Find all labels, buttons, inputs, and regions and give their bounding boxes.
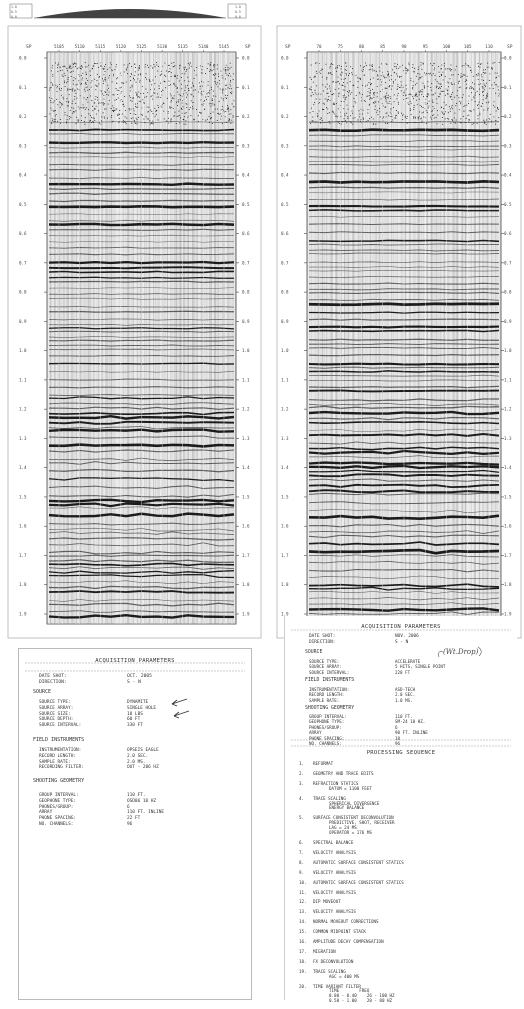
processing-step	[299, 881, 404, 886]
time-tick-label-right: 0.9	[504, 318, 512, 324]
param-value: 18	[395, 735, 401, 741]
sp-label-left: SP	[285, 45, 291, 50]
trace-label: 5125	[136, 44, 147, 49]
param-value: ACCELERATE	[395, 659, 421, 664]
processing-step-title: 16. AMPLITUDE DECAY COMPENSATION	[299, 939, 384, 945]
seismic-section-right	[263, 0, 524, 640]
sheet-left-title: ACQUISITION PARAMETERS	[95, 658, 175, 664]
time-tick-label-right: 1.2	[242, 406, 250, 412]
time-tick-label-right: 1.0	[504, 348, 512, 354]
processing-step	[299, 861, 404, 866]
processing-step-number: 5.	[299, 815, 305, 821]
processing-step-title: 15. COMMON MIDPOINT STACK	[299, 929, 366, 935]
header-scale-label-left: 0.5	[11, 10, 17, 14]
time-tick-label-left: 0.2	[19, 114, 27, 120]
time-tick-label-left: 0.9	[281, 318, 289, 324]
time-tick-label-left: 0.3	[19, 143, 27, 149]
processing-step-number: 19.	[299, 968, 307, 974]
trace-label: 5115	[95, 44, 106, 49]
processing-step-number: 14.	[299, 919, 307, 925]
trace-label: 85	[380, 44, 386, 49]
time-tick-label-right: 0.5	[504, 201, 512, 207]
processing-step	[299, 950, 404, 955]
processing-step	[299, 851, 404, 856]
sheet-right-date: DATE SHOT: NOV. 2006 DIRECTION: S - N	[309, 634, 419, 645]
trace-label: 90	[401, 44, 407, 49]
time-tick-label-left: 0.9	[19, 318, 27, 324]
sheet-left-field-heading: FIELD INSTRUMENTS	[33, 737, 85, 743]
param-value: 22 FT	[127, 816, 141, 822]
sheet-right-geometry-rows	[309, 714, 428, 746]
sp-label-right: SP	[507, 45, 513, 50]
processing-step-number: 16.	[299, 939, 307, 945]
time-tick-label-left: 0.4	[19, 172, 27, 178]
time-tick-label-right: 0.2	[242, 114, 250, 120]
param-label: PHONES/GROUP:	[309, 724, 342, 730]
time-tick-label-right: 0.1	[504, 84, 512, 90]
processing-step-number: 7.	[299, 849, 305, 855]
time-tick-label-right: 0.2	[504, 114, 512, 120]
time-tick-label-left: 1.0	[19, 348, 27, 354]
time-tick-label-right: 1.7	[504, 552, 512, 558]
time-tick-label-right: 0.7	[504, 260, 512, 266]
param-row	[309, 741, 428, 746]
processing-step-detail: PREDICTIVE, SHOT, RECEIVER	[329, 820, 395, 826]
trace-label: 5105	[53, 44, 65, 49]
param-row	[39, 822, 164, 828]
processing-step-title: 19. TRACE SCALING	[299, 968, 346, 974]
sheet-right-source-heading: SOURCE	[305, 650, 323, 655]
time-tick-label-left: 1.7	[19, 552, 27, 558]
trace-axis	[26, 44, 251, 52]
acquisition-sheet-left	[18, 648, 252, 1000]
param-label: SOURCE INTERVAL:	[39, 723, 82, 729]
param-label: SOURCE ARRAY:	[309, 664, 342, 670]
sheet-right-field-heading: FIELD INSTRUMENTS	[305, 678, 355, 683]
param-value: OUT - 206 HZ	[127, 765, 159, 771]
time-tick-label-right: 0.6	[504, 231, 512, 237]
time-tick-label-left: 0.8	[19, 289, 27, 295]
param-value: 2.0 MS.	[127, 759, 146, 765]
time-tick-label-left: 0.4	[281, 172, 289, 178]
processing-step	[299, 910, 404, 915]
time-tick-label-left: 0.8	[281, 289, 289, 295]
header-scale-label-right: 1.0	[235, 5, 241, 9]
time-tick-label-left: 1.1	[19, 377, 27, 383]
processing-step-number: 13.	[299, 909, 307, 915]
time-tick-label-left: 0.2	[281, 114, 289, 120]
time-tick-label-left: 1.3	[281, 435, 289, 441]
processing-step-title: 5. SURFACE CONSISTENT DECONVOLUTION	[299, 815, 394, 821]
processing-step-number: 17.	[299, 948, 307, 954]
time-tick-label-right: 1.9	[504, 611, 512, 617]
param-label: INSTRUMENTATION:	[309, 687, 350, 692]
processing-step-number: 11.	[299, 889, 307, 895]
param-value: ASD-TECH	[395, 687, 416, 692]
processing-step-title: 1. REFORMAT	[299, 761, 334, 766]
param-label: ARRAY	[309, 730, 322, 736]
time-tick-label-right: 0.0	[504, 55, 512, 61]
processing-step-detail: TIME FREQ	[329, 988, 370, 994]
param-value: 330 FT	[127, 723, 143, 729]
param-label: PHONE SPACING:	[309, 735, 345, 741]
processing-step-title: 7. VELOCITY ANALYSIS	[299, 849, 356, 855]
time-tick-label-right: 0.7	[242, 260, 250, 266]
processing-step-number: 2.	[299, 770, 305, 776]
param-value: OSD06 10 HZ	[127, 798, 157, 804]
processing-step	[299, 985, 404, 1005]
processing-step	[299, 782, 404, 792]
time-tick-label-left: 1.8	[281, 582, 289, 588]
trace-label: 5135	[177, 44, 188, 49]
sheet-right-source-rows	[309, 659, 445, 675]
param-value: 2.0 SEC.	[127, 753, 149, 759]
header-scale-label-left: 0.0	[11, 15, 17, 19]
param-label: GEOPHONE TYPE:	[39, 798, 77, 804]
processing-step-title: 11. VELOCITY ANALYSIS	[299, 889, 356, 895]
time-tick-label-left: 0.5	[281, 201, 289, 207]
processing-step	[299, 900, 404, 905]
time-tick-label-right: 1.6	[504, 523, 512, 529]
processing-step-title: 17. MIGRATION	[299, 948, 336, 954]
processing-step	[299, 920, 404, 925]
processing-step-title: 6. SPECTRAL BALANCE	[299, 839, 354, 845]
param-label: SOURCE TYPE:	[39, 700, 71, 705]
trace-label: 70	[316, 44, 322, 49]
param-label: SOURCE DEPTH:	[39, 717, 74, 723]
param-value: 110 FT.	[127, 793, 146, 798]
header-scale-label-right: 0.5	[235, 10, 241, 14]
processing-step	[299, 797, 404, 812]
param-label: ARRAY	[39, 810, 53, 816]
time-tick-label-left: 1.9	[281, 611, 289, 617]
param-label: SOURCE TYPE:	[309, 659, 340, 664]
time-tick-label-left: 1.2	[281, 406, 289, 412]
param-label: RECORD LENGTH:	[39, 753, 77, 759]
time-tick-label-left: 1.2	[19, 406, 27, 412]
processing-step	[299, 940, 404, 945]
trace-label: 5140	[198, 44, 209, 49]
time-tick-label-right: 1.4	[242, 465, 250, 471]
sheet-left-date: DATE SHOT: OCT. 2005 DIRECTION: S - N	[39, 674, 152, 685]
handwritten-note: (Wt.Drop)	[443, 648, 479, 656]
processing-step-detail: SPHERICAL DIVERGENCE	[329, 800, 380, 806]
processing-step-detail: AGC = 400 MS	[329, 973, 360, 979]
processing-step-title: 4. TRACE SCALING	[299, 795, 346, 801]
time-tick-label-right: 0.4	[242, 172, 250, 178]
sheet-left-source-heading: SOURCE	[33, 689, 52, 695]
processing-step	[299, 930, 404, 935]
processing-step-number: 4.	[299, 795, 305, 801]
param-value: OPSEIS EAGLE	[127, 748, 159, 753]
time-tick-label-left: 1.4	[281, 465, 289, 471]
processing-step-title: 18. FX DECONVOLUTION	[299, 958, 354, 964]
time-tick-label-right: 0.3	[504, 143, 512, 149]
acquisition-sheet-right	[284, 616, 517, 1004]
time-tick-label-right: 0.5	[242, 201, 250, 207]
processing-step-detail: DATUM = 1100 FEET	[329, 785, 372, 791]
trace-label: 80	[358, 44, 365, 49]
processing-step-number: 3.	[299, 780, 305, 786]
processing-step-detail: ENERGY BALANCE	[329, 805, 365, 811]
processing-step-number: 1.	[299, 761, 305, 766]
processing-step-title: 13. VELOCITY ANALYSIS	[299, 909, 356, 915]
processing-title: PROCESSING SEQUENCE	[366, 750, 436, 756]
processing-step-number: 6.	[299, 839, 305, 845]
time-tick-label-left: 0.0	[281, 55, 289, 61]
trace-label: 75	[337, 44, 343, 49]
seismic-panel-right	[263, 0, 524, 640]
param-value: DYNAMITE	[127, 700, 149, 705]
time-tick-label-left: 0.6	[19, 231, 27, 237]
time-tick-label-left: 1.5	[281, 494, 289, 500]
processing-step-title: 20. TIME VARIANT FILTER	[299, 983, 361, 989]
header-taper	[10, 4, 246, 19]
param-label: PHONE SPACING:	[39, 816, 77, 822]
time-tick-label-left: 1.5	[19, 494, 27, 500]
trace-label: 5110	[74, 44, 85, 49]
processing-step	[299, 970, 404, 980]
processing-step	[299, 816, 404, 836]
processing-step-detail: 0.00 - 0.40 26 - 100 HZ	[329, 993, 395, 999]
time-tick-label-left: 0.7	[281, 260, 289, 266]
param-label: RECORD LENGTH:	[309, 692, 345, 698]
time-tick-label-right: 1.7	[242, 552, 250, 558]
time-tick-label-right: 1.2	[504, 406, 512, 412]
time-tick-label-left: 1.8	[19, 582, 27, 588]
time-tick-label-right: 1.5	[242, 494, 250, 500]
time-tick-label-right: 1.3	[242, 435, 250, 441]
processing-step-title: 3. REFRACTION STATICS	[299, 780, 359, 786]
time-tick-label-right: 0.4	[504, 172, 512, 178]
param-label: INSTRUMENTATION:	[39, 748, 82, 753]
processing-step-title: 10. AUTOMATIC SURFACE CONSISTENT STATICS	[299, 879, 404, 885]
time-tick-label-right: 1.3	[504, 435, 512, 441]
processing-steps	[299, 762, 404, 1009]
header-scale-label-right: 0.0	[235, 15, 241, 19]
processing-step	[299, 891, 404, 896]
processing-step-detail: OPERATOR = 176 MS	[329, 830, 372, 836]
time-tick-label-right: 1.5	[504, 494, 512, 500]
time-tick-label-right: 1.8	[242, 582, 250, 588]
sheet-left-geometry-rows	[39, 793, 164, 828]
processing-step-number: 20.	[299, 983, 307, 989]
param-value: 10 LBS	[127, 711, 143, 717]
time-tick-label-left: 0.0	[19, 55, 27, 61]
time-tick-label-right: 1.9	[242, 611, 250, 617]
processing-step	[299, 841, 404, 846]
processing-step-number: 8.	[299, 859, 305, 865]
trace-label: 5120	[115, 44, 126, 49]
processing-step	[299, 772, 404, 777]
processing-step-title: 12. DIP MOVEOUT	[299, 899, 341, 905]
param-value: SM-24 10 HZ.	[395, 719, 426, 725]
sheet-left-geometry-heading: SHOOTING GEOMETRY	[33, 778, 85, 784]
time-tick-label-right: 1.4	[504, 465, 512, 471]
trace-label: 110	[485, 44, 493, 49]
param-value: 2.0 SEC.	[395, 692, 416, 698]
header-scale-label-left: 1.0	[11, 5, 17, 9]
time-tick-label-left: 0.1	[19, 84, 27, 90]
param-value: 5 HITS, SINGLE POINT	[395, 664, 446, 670]
processing-step-title: 9. VELOCITY ANALYSIS	[299, 869, 356, 875]
param-value: 110 FT. INLINE	[127, 810, 165, 816]
param-value: 60 FT	[127, 717, 141, 723]
sheet-right-title: ACQUISITION PARAMETERS	[361, 624, 441, 630]
processing-step-title: 14. NORMAL MOVEOUT CORRECTIONS	[299, 919, 379, 925]
param-value: 96	[395, 741, 401, 747]
time-tick-label-right: 0.6	[242, 231, 250, 237]
param-label: SOURCE INTERVAL:	[309, 669, 350, 675]
processing-step	[299, 762, 404, 767]
time-tick-label-right: 0.8	[504, 289, 512, 295]
sp-label-left: SP	[26, 45, 32, 50]
time-tick-label-left: 1.6	[281, 523, 289, 529]
param-value: 1.0 MS.	[395, 697, 413, 703]
param-value: 110 FT.	[395, 714, 413, 719]
trace-label: 5130	[157, 44, 168, 49]
param-label: SOURCE SIZE:	[39, 711, 71, 717]
time-tick-label-right: 1.8	[504, 582, 512, 588]
processing-step	[299, 960, 404, 965]
processing-step	[299, 871, 404, 876]
param-label: PHONES/GROUP:	[39, 804, 74, 810]
time-tick-label-right: 1.0	[242, 348, 250, 354]
processing-step-detail: 0.50 - 1.00 20 - 80 HZ	[329, 998, 393, 1004]
trace-label: 5145	[218, 44, 230, 49]
processing-step-title: 2. GEOMETRY AND TRACE EDITS	[299, 770, 374, 776]
param-value: SINGLE HOLE	[127, 705, 157, 711]
param-value: 90 FT. INLINE	[395, 730, 428, 736]
time-tick-label-left: 0.1	[281, 84, 289, 90]
param-row	[39, 723, 156, 729]
processing-step-number: 12.	[299, 899, 307, 905]
param-label: NO. CHANNELS:	[39, 821, 74, 827]
time-tick-label-right: 1.1	[504, 377, 512, 383]
time-tick-label-left: 1.0	[281, 348, 289, 354]
processing-step-number: 15.	[299, 929, 307, 935]
time-tick-label-left: 1.3	[19, 435, 27, 441]
time-tick-label-left: 0.7	[19, 260, 27, 266]
param-row	[309, 670, 445, 675]
sheet-left-field-rows	[39, 748, 159, 771]
trace-label: 105	[463, 44, 472, 49]
param-label: NO. CHANNELS:	[309, 741, 342, 747]
trace-axis	[285, 44, 513, 52]
processing-step-number: 9.	[299, 869, 305, 875]
param-value: 220 FT	[395, 669, 411, 675]
param-value: 96	[127, 821, 133, 827]
param-row	[39, 765, 159, 771]
time-tick-label-left: 1.4	[19, 465, 27, 471]
param-label: RECORDING FILTER:	[39, 765, 84, 771]
param-label: SAMPLE RATE:	[309, 697, 340, 703]
time-tick-label-left: 0.3	[281, 143, 289, 149]
time-tick-label-right: 0.1	[242, 84, 250, 90]
time-tick-label-left: 1.9	[19, 611, 27, 617]
seismic-panel-left	[0, 0, 263, 640]
seismic-section-left	[0, 0, 263, 640]
param-label: GROUP INTERVAL:	[39, 793, 79, 798]
sheet-right-field-rows	[309, 687, 415, 703]
time-tick-label-right: 0.3	[242, 143, 250, 149]
time-tick-label-left: 0.5	[19, 201, 27, 207]
processing-step-number: 10.	[299, 879, 307, 885]
param-label: GROUP INTERVAL:	[309, 714, 347, 719]
time-tick-label-left: 0.6	[281, 231, 289, 237]
trace-label: 95	[422, 44, 428, 49]
processing-step-title: 8. AUTOMATIC SURFACE CONSISTENT STATICS	[299, 859, 404, 865]
time-tick-label-right: 1.6	[242, 523, 250, 529]
param-label: SAMPLE RATE:	[39, 759, 71, 765]
time-tick-label-right: 0.8	[242, 289, 250, 295]
processing-step-number: 18.	[299, 958, 307, 964]
param-value: 6	[127, 804, 130, 810]
param-label: GEOPHONE TYPE:	[309, 719, 345, 725]
time-tick-label-right: 0.9	[242, 318, 250, 324]
time-tick-label-left: 1.6	[19, 523, 27, 529]
time-tick-label-left: 1.1	[281, 377, 289, 383]
time-tick-label-left: 1.7	[281, 552, 289, 558]
param-label: SOURCE ARRAY:	[39, 705, 74, 711]
param-value: 6	[395, 724, 398, 730]
sheet-right-geometry-heading: SHOOTING GEOMETRY	[305, 706, 355, 711]
processing-step-detail: LAG = 24 MS	[329, 825, 357, 831]
sheet-left-source-rows	[39, 700, 156, 729]
sp-label-right: SP	[245, 45, 251, 50]
param-row	[309, 698, 415, 703]
time-tick-label-right: 1.1	[242, 377, 250, 383]
trace-label: 100	[442, 44, 451, 49]
time-tick-label-right: 0.0	[242, 55, 250, 61]
